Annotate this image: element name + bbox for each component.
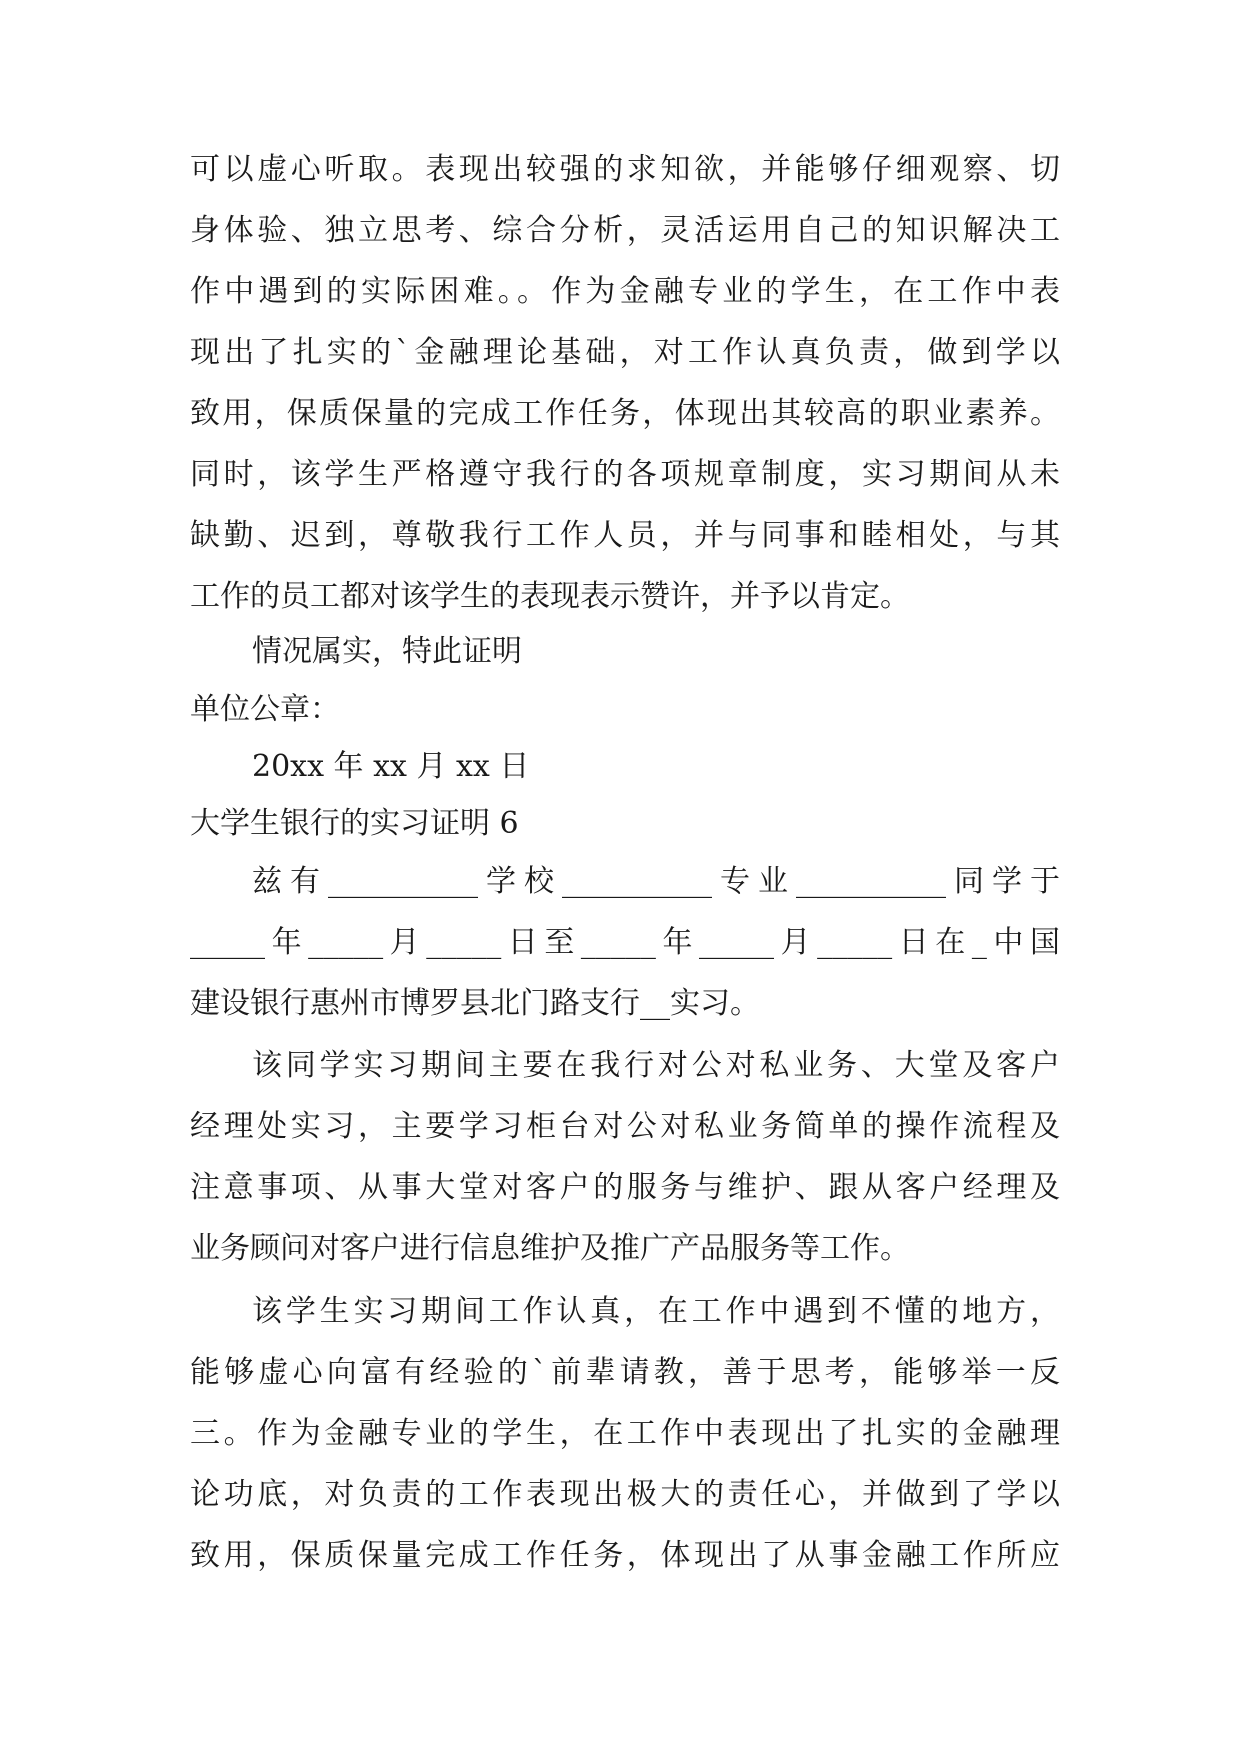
body-text-line: 工作的员工都对该学生的表现表示赞许，并予以肯定。 bbox=[190, 579, 910, 614]
body-text-line: 作中遇到的实际困难。。作为金融专业的学生，在工作中表 bbox=[190, 274, 1060, 309]
body-text-line: 业务顾问对客户进行信息维护及推广产品服务等工作。 bbox=[190, 1231, 910, 1266]
body-text-line: 该同学实习期间主要在我行对公对私业务、大堂及客户 bbox=[252, 1048, 1060, 1083]
unit-seal-label: 单位公章： bbox=[190, 692, 340, 727]
body-text-line: 现出了扎实的`金融理论基础，对工作认真负责，做到学以 bbox=[190, 335, 1060, 370]
body-text-line: 经理处实习，主要学习柜台对公对私业务简单的操作流程及 bbox=[190, 1109, 1060, 1144]
body-text-line: 同时，该学生严格遵守我行的各项规章制度，实习期间从未 bbox=[190, 457, 1060, 492]
body-text-line: 能够虚心向富有经验的`前辈请教，善于思考，能够举一反 bbox=[190, 1355, 1060, 1390]
body-text-line: _____年_____月_____日至_____年_____月_____日在_中国 bbox=[190, 925, 1060, 960]
body-text-line: 论功底，对负责的工作表现出极大的责任心，并做到了学以 bbox=[190, 1477, 1060, 1512]
body-text-line: 建设银行惠州市博罗县北门路支行__实习。 bbox=[190, 986, 760, 1021]
body-text-line: 致用，保质保量的完成工作任务，体现出其较高的职业素养。 bbox=[190, 396, 1060, 431]
body-text-line: 注意事项、从事大堂对客户的服务与维护、跟从客户经理及 bbox=[190, 1170, 1060, 1205]
document-date: 20xx 年 xx 月 xx 日 bbox=[252, 749, 530, 784]
body-text-line: 缺勤、迟到，尊敬我行工作人员，并与同事和睦相处，与其 bbox=[190, 518, 1060, 553]
body-text-line: 身体验、独立思考、综合分析，灵活运用自己的知识解决工 bbox=[190, 213, 1060, 248]
certification-statement: 情况属实，特此证明 bbox=[252, 634, 522, 669]
body-text-line: 三。作为金融专业的学生，在工作中表现出了扎实的金融理 bbox=[190, 1416, 1060, 1451]
body-text-line: 致用，保质保量完成工作任务，体现出了从事金融工作所应 bbox=[190, 1538, 1060, 1573]
body-text-line: 该学生实习期间工作认真，在工作中遇到不懂的地方， bbox=[252, 1294, 1060, 1329]
body-text-line: 可以虚心听取。表现出较强的求知欲，并能够仔细观察、切 bbox=[190, 152, 1060, 187]
body-text-line: 兹有__________学校__________专业__________同学于 bbox=[252, 864, 1060, 899]
section-heading: 大学生银行的实习证明 6 bbox=[190, 806, 519, 841]
